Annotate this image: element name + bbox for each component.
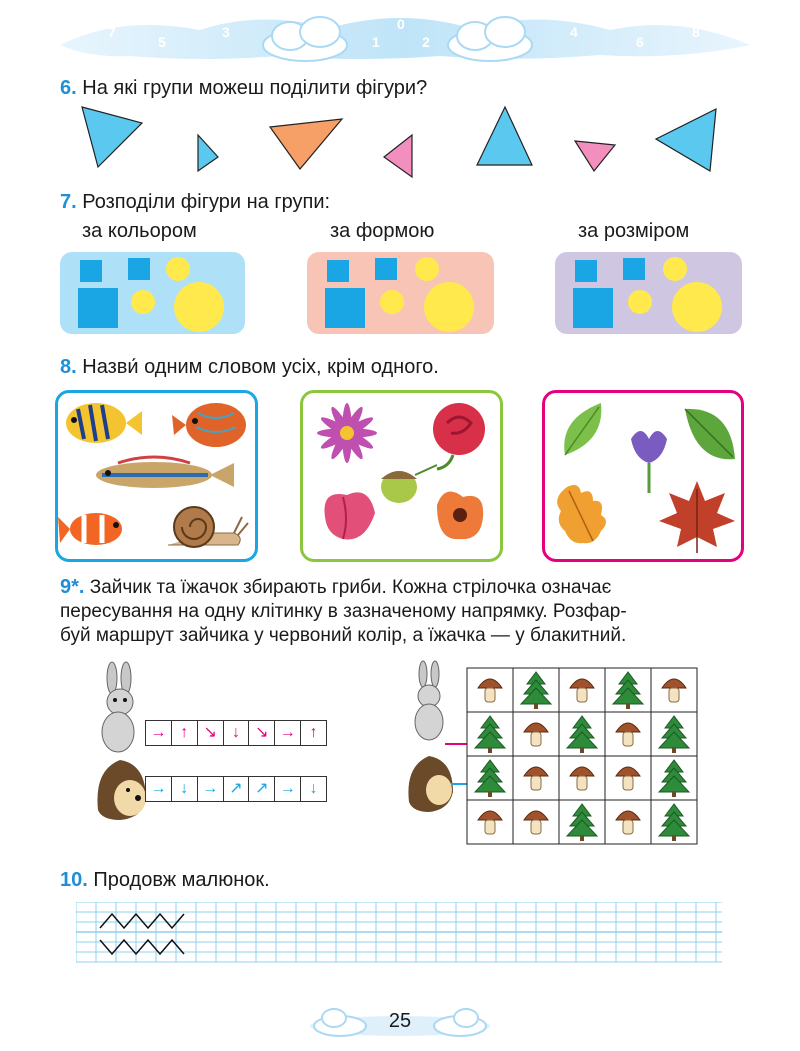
route-arrow: ↗ <box>224 777 250 801</box>
square-small <box>575 260 597 282</box>
shape-set <box>555 252 742 334</box>
task-8-heading <box>60 355 439 379</box>
snail <box>168 507 248 547</box>
triangle-large-blue <box>477 107 532 165</box>
route-arrow: → <box>275 721 301 745</box>
task-text-line: пересування на одну клітинку в зазначеному напрямку. Розфар- <box>60 601 627 622</box>
triangles-row <box>80 105 740 185</box>
forest-grid-area <box>405 660 715 850</box>
circle-large <box>174 282 224 332</box>
task-number: 8. <box>60 356 77 378</box>
acorn <box>381 465 437 503</box>
circle-small <box>131 290 155 314</box>
triangle-small-blue <box>198 135 218 171</box>
aster-flower <box>317 403 377 463</box>
task-7-heading <box>60 190 330 214</box>
square-small <box>327 260 349 282</box>
route-arrow: ↗ <box>249 777 275 801</box>
group-label-color: за кольором <box>82 220 197 242</box>
rose-flower <box>433 403 485 469</box>
route-arrow: ↑ <box>172 721 198 745</box>
graph-paper <box>76 902 724 964</box>
triangle-small-pink <box>384 135 412 177</box>
route-arrow: ↑ <box>309 724 318 741</box>
green-leaf <box>564 403 601 455</box>
fish-and-snail-picture <box>58 393 255 559</box>
triangle-large-orange <box>270 119 342 169</box>
task-9-text <box>60 575 750 648</box>
task-text-line: Зайчик та їжачок збирають гриби. Кожна стрілочка означає <box>89 577 612 598</box>
group-label-shape: за формою <box>330 220 435 242</box>
maple-leaf <box>659 481 735 553</box>
rabbit-icon <box>415 661 443 740</box>
route-arrow: ↘ <box>249 721 275 745</box>
crocus-flower <box>631 431 667 493</box>
group-label-size: за розміром <box>578 220 690 242</box>
square-small <box>623 258 645 280</box>
header-digit: 7 <box>108 24 116 40</box>
square-large <box>78 288 118 328</box>
grid-cells <box>467 668 697 844</box>
flowers-and-acorn-picture <box>303 393 500 559</box>
route-arrow: → <box>146 721 172 745</box>
triangle-large-blue <box>82 107 142 167</box>
shape-set <box>60 252 245 334</box>
task-text-line: буй маршрут зайчика у червоний колір, а їжачка — у блакитний. <box>60 625 627 646</box>
route-arrow: → <box>198 777 224 801</box>
hedgehog-route-strip <box>145 776 327 802</box>
header-digit: 6 <box>636 34 644 50</box>
oak-leaf <box>557 485 606 543</box>
leaves-frame <box>542 390 744 562</box>
header-digit: 1 <box>372 34 380 50</box>
circle-small <box>628 290 652 314</box>
square-small <box>128 258 150 280</box>
header-digit: 3 <box>222 24 230 40</box>
hedgehog-icon <box>97 760 146 820</box>
route-arrow: ↘ <box>198 721 224 745</box>
square-large <box>573 288 613 328</box>
square-small <box>80 260 102 282</box>
graph-paper-lines <box>76 902 722 962</box>
shape-set-box <box>307 252 494 334</box>
triangle-large-blue <box>656 109 716 171</box>
shape-set <box>307 252 494 334</box>
header-digit: 8 <box>692 24 700 40</box>
route-arrow: → <box>146 777 172 801</box>
triangle-small-pink <box>575 141 615 171</box>
header-digit: 4 <box>570 24 578 40</box>
header-digit: 0 <box>397 16 405 32</box>
fish-frame <box>55 390 258 562</box>
header-digit: 2 <box>422 34 430 50</box>
square-large <box>325 288 365 328</box>
cloud-band-art <box>0 0 800 80</box>
poppy-flower <box>437 492 483 540</box>
task-number: 10. <box>60 869 88 891</box>
zigzag-top <box>100 914 184 928</box>
circle-large <box>672 282 722 332</box>
square-small <box>375 258 397 280</box>
hedgehog-icon <box>408 756 453 812</box>
circle-small <box>380 290 404 314</box>
tulip-flower <box>324 492 375 539</box>
task-text: Розподіли фігури на групи: <box>82 191 331 213</box>
task-number: 9*. <box>60 576 85 598</box>
task-10-heading <box>60 868 270 892</box>
striped-fish <box>96 457 234 488</box>
discus-fish <box>172 403 246 447</box>
circle-small <box>663 257 687 281</box>
header-cloud-band <box>0 0 800 80</box>
task-text: Назви́ одним словом усіх, крім одного. <box>82 356 439 378</box>
task-text: Продовж малюнок. <box>93 869 270 891</box>
angelfish <box>66 403 142 443</box>
header-digit: 5 <box>158 34 166 50</box>
task-number: 7. <box>60 191 77 213</box>
rabbit-icon <box>102 662 134 752</box>
page-number: 25 <box>388 1010 412 1032</box>
circle-small <box>166 257 190 281</box>
route-arrow: ↓ <box>224 721 250 745</box>
route-arrow: → <box>275 777 301 801</box>
circle-small <box>415 257 439 281</box>
leaves-and-crocus-picture <box>545 393 741 559</box>
task-6-heading <box>60 76 427 100</box>
rabbit-route-strip <box>145 720 327 746</box>
task-number: 6. <box>60 77 77 99</box>
birch-leaf <box>685 409 735 459</box>
shape-set-box <box>60 252 245 334</box>
clownfish <box>58 513 122 545</box>
shape-set-box <box>555 252 742 334</box>
flowers-frame <box>300 390 503 562</box>
task-text: На які групи можеш поділити фігури? <box>82 77 428 99</box>
circle-large <box>424 282 474 332</box>
route-arrow: ↓ <box>309 780 318 797</box>
route-arrow: ↓ <box>172 777 198 801</box>
